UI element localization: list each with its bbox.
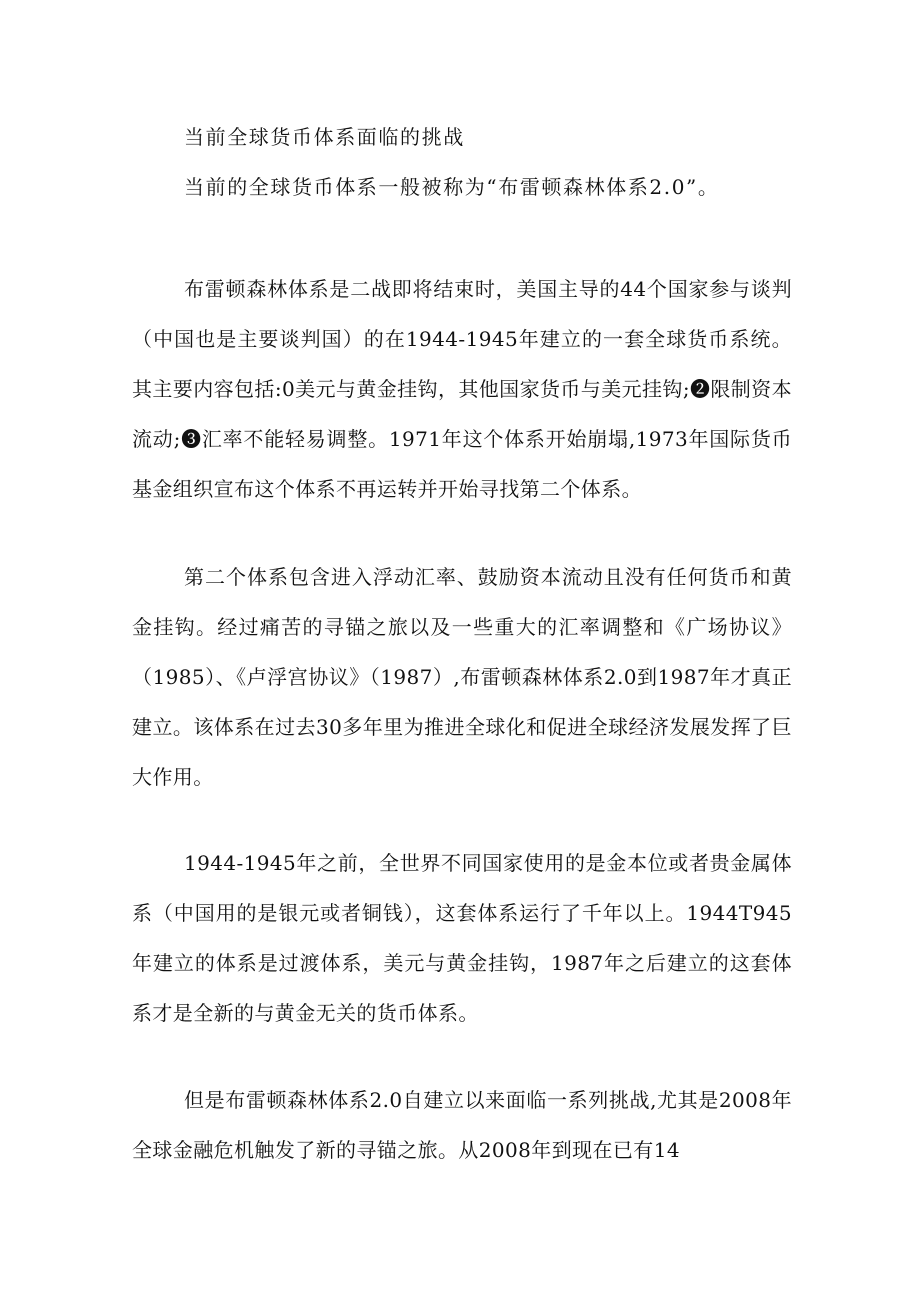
paragraph-challenges: 但是布雷顿森林体系2.0自建立以来面临一系列挑战,尤其是2008年全球金融危机触发了新的寻锚之旅。从2008年到现在已有14: [132, 1088, 792, 1162]
intro-line: 当前的全球货币体系一般被称为“布雷顿森林体系2.0”。: [184, 175, 720, 199]
paragraph-second-system: 第二个体系包含进入浮动汇率、鼓励资本流动且没有任何货币和黄金挂钩。经过痛苦的寻锚之旅以及一些重大的汇率调整和《广场协议》（1985）、《卢浮宫协议》（1987）,布雷顿森林体系2.0到1987年才真正建立。该体系在过去30多年里为推进全球化和促进全球经济发展发挥了巨大作用。: [132, 565, 792, 789]
paragraph-gold-standard: 1944-1945年之前，全世界不同国家使用的是金本位或者贵金属体系（中国用的是银元或者铜钱），这套体系运行了千年以上。1944T945年建立的体系是过渡体系，美元与黄金挂钩，1987年之后建立的这套体系才是全新的与黄金无关的货币体系。: [132, 851, 792, 1025]
document-heading: 当前全球货币体系面临的挑战: [184, 125, 465, 149]
paragraph-bretton-woods: 布雷顿森林体系是二战即将结束时，美国主导的44个国家参与谈判（中国也是主要谈判国）的在1944-1945年建立的一套全球货币系统。其主要内容包括:0美元与黄金挂钩，其他国家货币与美元挂钩;❷限制资本流动;❸汇率不能轻易调整。1971年这个体系开始崩塌,1973年国际货币基金组织宣布这个体系不再运转并开始寻找第二个体系。: [132, 277, 792, 501]
